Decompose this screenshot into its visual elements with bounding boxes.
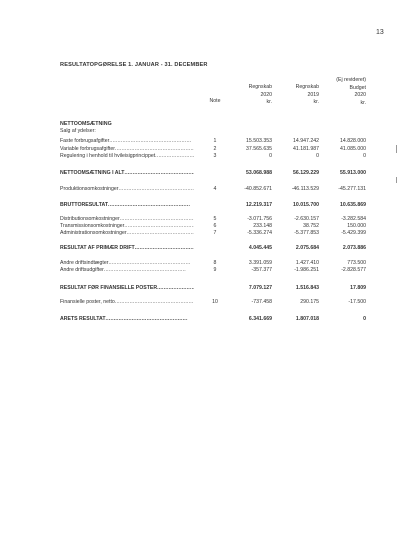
table-row bbox=[0, 170, 400, 179]
value-budget-2020: -45.277.131 bbox=[338, 186, 366, 192]
value-regnskab-2020: 4.045.445 bbox=[248, 245, 272, 251]
header-line: 2019 bbox=[307, 91, 319, 98]
value-budget-2020: 773.500 bbox=[347, 260, 366, 266]
value-regnskab-2020: -737.458 bbox=[251, 299, 272, 305]
row-note: 4 bbox=[213, 186, 217, 192]
row-note: 6 bbox=[213, 223, 217, 229]
row-note: 2 bbox=[213, 146, 217, 152]
value-regnskab-2019: 14.947.242 bbox=[293, 138, 319, 144]
header-line: Regnskab bbox=[248, 84, 272, 90]
value-regnskab-2019: 10.015.700 bbox=[293, 202, 319, 208]
note-header-label: Note bbox=[209, 98, 221, 104]
value-regnskab-2020: -357.377 bbox=[251, 267, 272, 273]
row-label: RESULTAT AF PRIMÆR DRIFT ..... bbox=[60, 245, 194, 251]
header-line: 2020 bbox=[260, 91, 272, 98]
value-budget-2020: 41.085.000 bbox=[340, 146, 366, 152]
header-line: kr. bbox=[313, 99, 319, 105]
value-regnskab-2020: 7.079.127 bbox=[248, 285, 272, 291]
value-regnskab-2019: 0 bbox=[316, 153, 319, 159]
value-budget-2020: 0 bbox=[363, 153, 366, 159]
row-label: Variable forbrugsafgifter ..... bbox=[60, 146, 194, 152]
row-label: Transmissionsomkostninger ..... bbox=[60, 223, 194, 229]
row-label: ÅRETS RESULTAT ..... bbox=[60, 316, 194, 322]
row-note: 1 bbox=[213, 138, 217, 144]
value-regnskab-2019: -1.986.251 bbox=[294, 267, 319, 273]
header-line: (Ej revideret) bbox=[336, 77, 366, 83]
header-regnskab-2020 bbox=[249, 84, 272, 107]
table-row bbox=[0, 230, 400, 239]
value-budget-2020: 0 bbox=[363, 316, 366, 322]
table-row bbox=[0, 153, 400, 162]
value-regnskab-2019: 56.129.229 bbox=[293, 170, 319, 176]
row-note: 5 bbox=[213, 216, 217, 222]
table-row bbox=[0, 267, 400, 276]
value-regnskab-2019: 2.075.684 bbox=[295, 245, 319, 251]
value-budget-2020: 14.828.000 bbox=[340, 138, 366, 144]
value-regnskab-2019: 1.516.843 bbox=[295, 285, 319, 291]
value-budget-2020: -3.282.584 bbox=[341, 216, 366, 222]
row-label: BRUTTORESULTAT ..... bbox=[60, 202, 194, 208]
row-label: Faste forbrugsafgifter ..... bbox=[60, 138, 194, 144]
table-row bbox=[0, 285, 400, 294]
value-regnskab-2019: -5.377.853 bbox=[294, 230, 319, 236]
header-line: kr. bbox=[360, 99, 366, 106]
value-regnskab-2019: 38.752 bbox=[303, 223, 319, 229]
value-regnskab-2020: 3.391.059 bbox=[248, 260, 272, 266]
value-regnskab-2020: 0 bbox=[269, 153, 272, 159]
row-note: 8 bbox=[213, 260, 217, 266]
value-budget-2020: 2.073.886 bbox=[342, 245, 366, 251]
value-regnskab-2020: 15.503.353 bbox=[246, 138, 272, 144]
table-row bbox=[0, 299, 400, 308]
value-budget-2020: 17.809 bbox=[350, 285, 366, 291]
row-label: Regulering i henhold til hvileisigprincippet ..... bbox=[60, 153, 194, 159]
row-note: 10 bbox=[212, 299, 218, 305]
value-regnskab-2019: 41.181.987 bbox=[293, 146, 319, 152]
value-budget-2020: -5.429.399 bbox=[341, 230, 366, 236]
value-regnskab-2020: -3.071.756 bbox=[247, 216, 272, 222]
row-label: Finansielle poster, netto ..... bbox=[60, 299, 194, 305]
header-budget-2020 bbox=[336, 77, 366, 107]
subsection-salg-af-ydelser: Salg af ydelser: bbox=[60, 128, 96, 134]
value-budget-2020: -17.500 bbox=[348, 299, 366, 305]
header-line: 2020 bbox=[354, 92, 366, 98]
value-regnskab-2020: 37.565.635 bbox=[246, 146, 272, 152]
header-line: Regnskab bbox=[295, 84, 319, 90]
value-regnskab-2020: 53.068.988 bbox=[246, 170, 272, 176]
value-budget-2020: 150.000 bbox=[347, 223, 366, 229]
value-regnskab-2019: 290.175 bbox=[300, 299, 319, 305]
header-note bbox=[200, 98, 230, 106]
value-regnskab-2019: 1.807.018 bbox=[295, 316, 319, 322]
value-regnskab-2019: 1.427.410 bbox=[295, 260, 319, 266]
row-note: 7 bbox=[213, 230, 217, 236]
value-regnskab-2020: 233.148 bbox=[253, 223, 272, 229]
header-line: Budget bbox=[349, 84, 366, 91]
table-row bbox=[0, 186, 400, 195]
table-row bbox=[0, 202, 400, 211]
value-regnskab-2020: -5.336.274 bbox=[247, 230, 272, 236]
row-label: Administrationsomkostninger ..... bbox=[60, 230, 194, 236]
value-budget-2020: -2.828.577 bbox=[341, 267, 366, 273]
header-regnskab-2019 bbox=[296, 84, 319, 107]
row-label: RESULTAT FØR FINANSIELLE POSTER ..... bbox=[60, 285, 194, 291]
value-regnskab-2020: 12.219.317 bbox=[246, 202, 272, 208]
row-note: 3 bbox=[213, 153, 217, 159]
value-regnskab-2020: -40.852.671 bbox=[244, 186, 272, 192]
value-regnskab-2019: -46.113.529 bbox=[291, 186, 319, 192]
document-title: RESULTATOPGØRELSE 1. JANUAR - 31. DECEMBER bbox=[60, 62, 208, 68]
margin-mark bbox=[396, 145, 397, 153]
row-note: 9 bbox=[213, 267, 217, 273]
table-row bbox=[0, 245, 400, 254]
row-label: NETTOOMSÆTNING I ALT ..... bbox=[60, 170, 194, 176]
section-nettoomsaetning: NETTOOMSÆTNING bbox=[60, 121, 112, 127]
page-number: 13 bbox=[376, 29, 384, 36]
header-line: kr. bbox=[266, 99, 272, 105]
value-regnskab-2020: 6.341.669 bbox=[248, 316, 272, 322]
value-budget-2020: 55.913.000 bbox=[340, 170, 366, 176]
row-label: Distributionsomkostninger ..... bbox=[60, 216, 194, 222]
table-row bbox=[0, 316, 400, 325]
value-budget-2020: 10.635.869 bbox=[340, 202, 366, 208]
row-label: Produktionsomkostninger ..... bbox=[60, 186, 194, 192]
value-regnskab-2019: -2.630.157 bbox=[294, 216, 319, 222]
row-label: Andre driftsindtægter ..... bbox=[60, 260, 194, 266]
row-label: Andre driftsudgifter ..... bbox=[60, 267, 194, 273]
margin-mark bbox=[396, 177, 397, 183]
